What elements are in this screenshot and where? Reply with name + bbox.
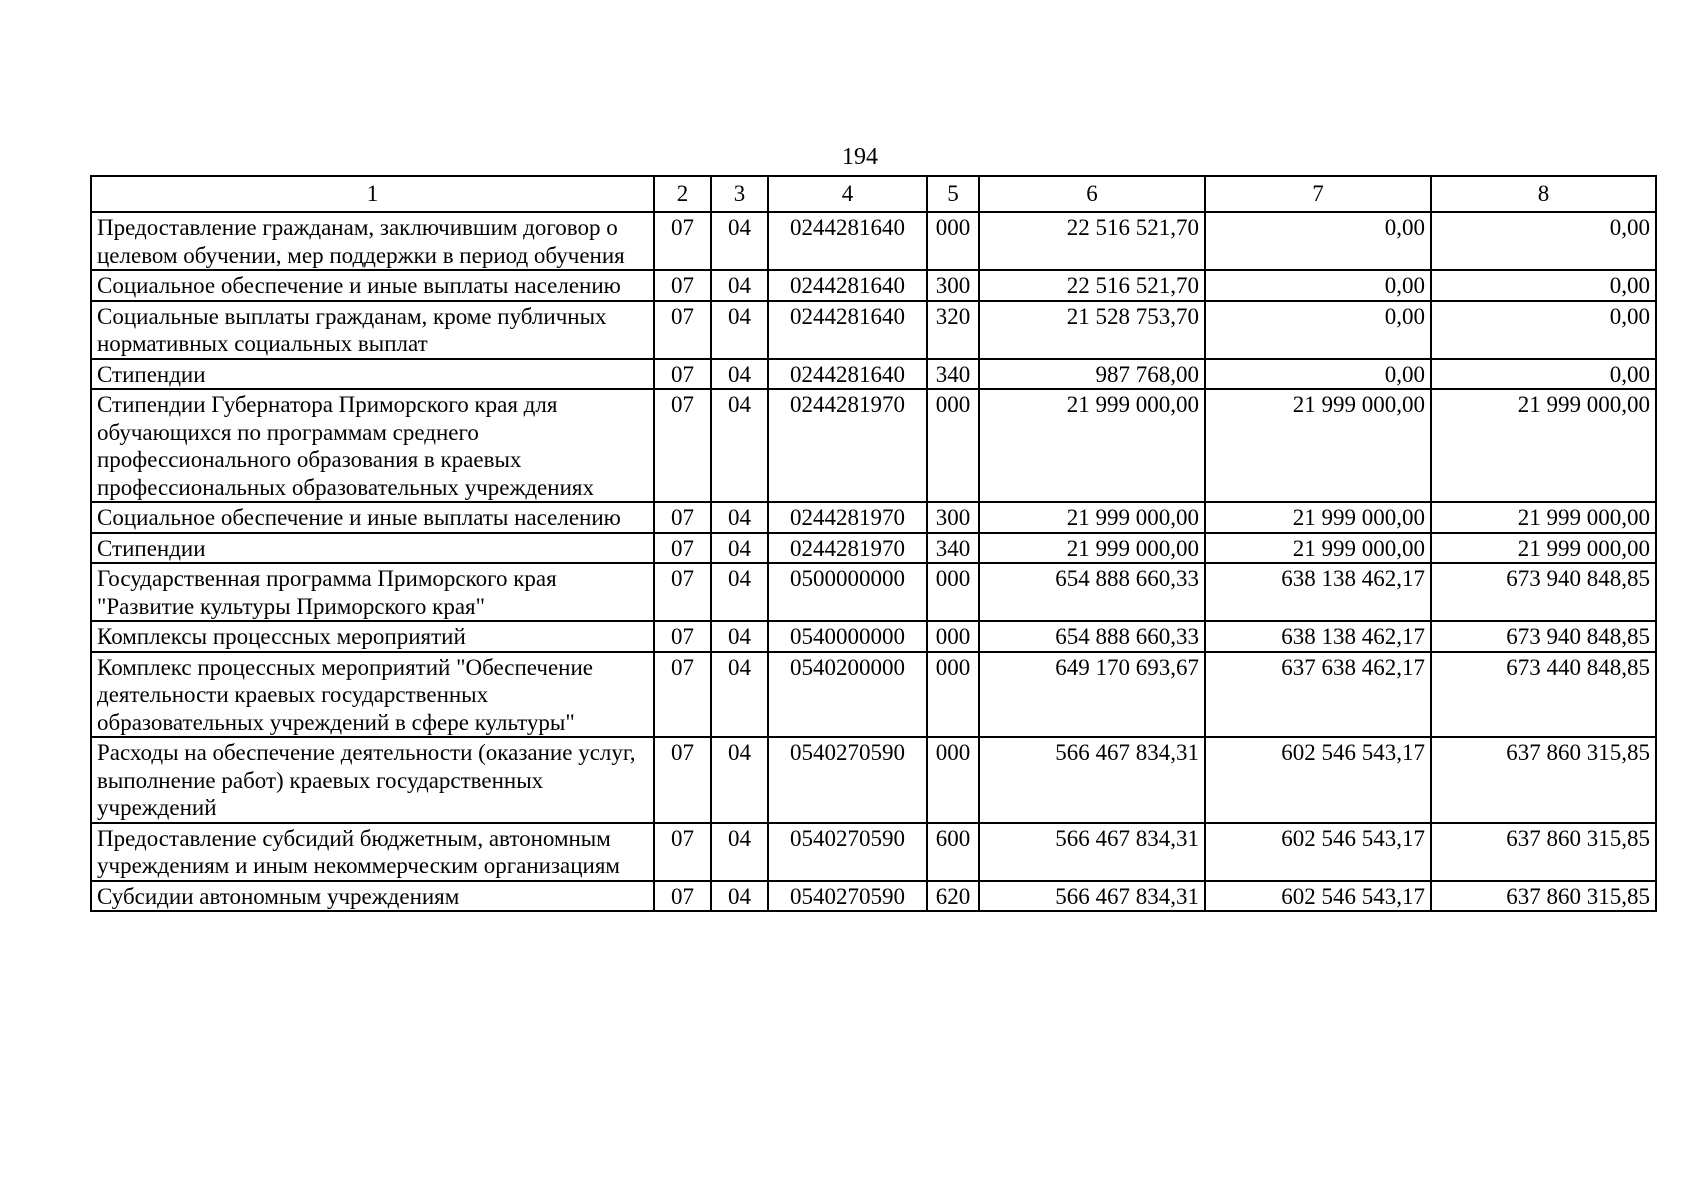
- amount-col-6: 21 999 000,00: [979, 533, 1205, 564]
- amount-col-7: 0,00: [1205, 270, 1431, 301]
- column-header: 4: [768, 176, 927, 212]
- subsection-code: 04: [711, 563, 768, 621]
- expense-type-code: 340: [927, 533, 979, 564]
- subsection-code: 04: [711, 621, 768, 652]
- item-name: Субсидии автономным учреждениям: [91, 881, 654, 912]
- subsection-code: 04: [711, 301, 768, 359]
- column-header: 8: [1431, 176, 1656, 212]
- amount-col-8: 673 940 848,85: [1431, 621, 1656, 652]
- column-header: 5: [927, 176, 979, 212]
- expense-type-code: 000: [927, 621, 979, 652]
- subsection-code: 04: [711, 652, 768, 738]
- item-name: Стипендии: [91, 533, 654, 564]
- budget-table: [90, 175, 1657, 912]
- amount-col-7: 602 546 543,17: [1205, 881, 1431, 912]
- amount-col-6: 566 467 834,31: [979, 823, 1205, 881]
- amount-col-8: 21 999 000,00: [1431, 502, 1656, 533]
- expense-type-code: 000: [927, 652, 979, 738]
- target-article-code: 0540270590: [768, 823, 927, 881]
- expense-type-code: 340: [927, 359, 979, 390]
- expense-type-code: 320: [927, 301, 979, 359]
- table-row: [91, 502, 1656, 533]
- amount-col-8: 637 860 315,85: [1431, 737, 1656, 823]
- amount-col-8: 0,00: [1431, 301, 1656, 359]
- amount-col-8: 21 999 000,00: [1431, 389, 1656, 502]
- item-name: Стипендии: [91, 359, 654, 390]
- section-code: 07: [654, 270, 711, 301]
- item-name: Расходы на обеспечение деятельности (оказание услуг, выполнение работ) краевых государственных учреждений: [91, 737, 654, 823]
- item-name: Предоставление гражданам, заключившим договор о целевом обучении, мер поддержки в период обучения: [91, 212, 654, 270]
- amount-col-7: 602 546 543,17: [1205, 823, 1431, 881]
- table-row: [91, 823, 1656, 881]
- amount-col-6: 987 768,00: [979, 359, 1205, 390]
- amount-col-7: 21 999 000,00: [1205, 502, 1431, 533]
- amount-col-6: 654 888 660,33: [979, 621, 1205, 652]
- table-row: [91, 270, 1656, 301]
- item-name: Комплексы процессных мероприятий: [91, 621, 654, 652]
- subsection-code: 04: [711, 359, 768, 390]
- target-article-code: 0244281640: [768, 270, 927, 301]
- item-name: Комплекс процессных мероприятий "Обеспечение деятельности краевых государственных образовательных учреждений в сфере культуры": [91, 652, 654, 738]
- target-article-code: 0540270590: [768, 881, 927, 912]
- table-row: [91, 881, 1656, 912]
- expense-type-code: 000: [927, 389, 979, 502]
- amount-col-6: 21 999 000,00: [979, 502, 1205, 533]
- section-code: 07: [654, 389, 711, 502]
- expense-type-code: 600: [927, 823, 979, 881]
- amount-col-7: 638 138 462,17: [1205, 563, 1431, 621]
- expense-type-code: 000: [927, 212, 979, 270]
- subsection-code: 04: [711, 389, 768, 502]
- amount-col-8: 0,00: [1431, 359, 1656, 390]
- table-row: [91, 359, 1656, 390]
- expense-type-code: 620: [927, 881, 979, 912]
- column-header: 7: [1205, 176, 1431, 212]
- target-article-code: 0540000000: [768, 621, 927, 652]
- page-number: 194: [842, 144, 878, 170]
- amount-col-7: 638 138 462,17: [1205, 621, 1431, 652]
- amount-col-8: 0,00: [1431, 212, 1656, 270]
- amount-col-6: 566 467 834,31: [979, 737, 1205, 823]
- target-article-code: 0244281970: [768, 502, 927, 533]
- section-code: 07: [654, 737, 711, 823]
- table-row: [91, 652, 1656, 738]
- table-row: [91, 533, 1656, 564]
- target-article-code: 0244281640: [768, 212, 927, 270]
- item-name: Социальные выплаты гражданам, кроме публичных нормативных социальных выплат: [91, 301, 654, 359]
- table-row: [91, 301, 1656, 359]
- amount-col-8: 637 860 315,85: [1431, 823, 1656, 881]
- expense-type-code: 000: [927, 563, 979, 621]
- column-number-row: [91, 176, 1656, 212]
- section-code: 07: [654, 621, 711, 652]
- target-article-code: 0540200000: [768, 652, 927, 738]
- target-article-code: 0244281640: [768, 359, 927, 390]
- subsection-code: 04: [711, 212, 768, 270]
- item-name: Государственная программа Приморского края "Развитие культуры Приморского края": [91, 563, 654, 621]
- target-article-code: 0244281970: [768, 533, 927, 564]
- expense-type-code: 300: [927, 270, 979, 301]
- target-article-code: 0540270590: [768, 737, 927, 823]
- section-code: 07: [654, 533, 711, 564]
- amount-col-8: 637 860 315,85: [1431, 881, 1656, 912]
- amount-col-7: 0,00: [1205, 212, 1431, 270]
- table-row: [91, 389, 1656, 502]
- amount-col-6: 654 888 660,33: [979, 563, 1205, 621]
- subsection-code: 04: [711, 737, 768, 823]
- amount-col-6: 22 516 521,70: [979, 270, 1205, 301]
- column-header: 1: [91, 176, 654, 212]
- target-article-code: 0500000000: [768, 563, 927, 621]
- section-code: 07: [654, 881, 711, 912]
- item-name: Социальное обеспечение и иные выплаты населению: [91, 502, 654, 533]
- subsection-code: 04: [711, 533, 768, 564]
- subsection-code: 04: [711, 823, 768, 881]
- amount-col-7: 21 999 000,00: [1205, 389, 1431, 502]
- column-header: 3: [711, 176, 768, 212]
- table-row: [91, 212, 1656, 270]
- amount-col-7: 21 999 000,00: [1205, 533, 1431, 564]
- subsection-code: 04: [711, 502, 768, 533]
- amount-col-7: 637 638 462,17: [1205, 652, 1431, 738]
- item-name: Социальное обеспечение и иные выплаты населению: [91, 270, 654, 301]
- column-header: 6: [979, 176, 1205, 212]
- section-code: 07: [654, 502, 711, 533]
- target-article-code: 0244281970: [768, 389, 927, 502]
- amount-col-8: 0,00: [1431, 270, 1656, 301]
- amount-col-6: 566 467 834,31: [979, 881, 1205, 912]
- amount-col-8: 21 999 000,00: [1431, 533, 1656, 564]
- section-code: 07: [654, 823, 711, 881]
- section-code: 07: [654, 652, 711, 738]
- target-article-code: 0244281640: [768, 301, 927, 359]
- amount-col-6: 22 516 521,70: [979, 212, 1205, 270]
- amount-col-8: 673 940 848,85: [1431, 563, 1656, 621]
- column-header: 2: [654, 176, 711, 212]
- subsection-code: 04: [711, 270, 768, 301]
- section-code: 07: [654, 359, 711, 390]
- section-code: 07: [654, 212, 711, 270]
- amount-col-7: 602 546 543,17: [1205, 737, 1431, 823]
- subsection-code: 04: [711, 881, 768, 912]
- item-name: Стипендии Губернатора Приморского края для обучающихся по программам среднего профессионального образования в краевых профессиональных образовательных учреждениях: [91, 389, 654, 502]
- amount-col-6: 21 528 753,70: [979, 301, 1205, 359]
- item-name: Предоставление субсидий бюджетным, автономным учреждениям и иным некоммерческим организациям: [91, 823, 654, 881]
- amount-col-6: 21 999 000,00: [979, 389, 1205, 502]
- table-row: [91, 737, 1656, 823]
- section-code: 07: [654, 301, 711, 359]
- amount-col-6: 649 170 693,67: [979, 652, 1205, 738]
- table-row: [91, 563, 1656, 621]
- table-row: [91, 621, 1656, 652]
- expense-type-code: 300: [927, 502, 979, 533]
- section-code: 07: [654, 563, 711, 621]
- amount-col-7: 0,00: [1205, 301, 1431, 359]
- amount-col-8: 673 440 848,85: [1431, 652, 1656, 738]
- expense-type-code: 000: [927, 737, 979, 823]
- amount-col-7: 0,00: [1205, 359, 1431, 390]
